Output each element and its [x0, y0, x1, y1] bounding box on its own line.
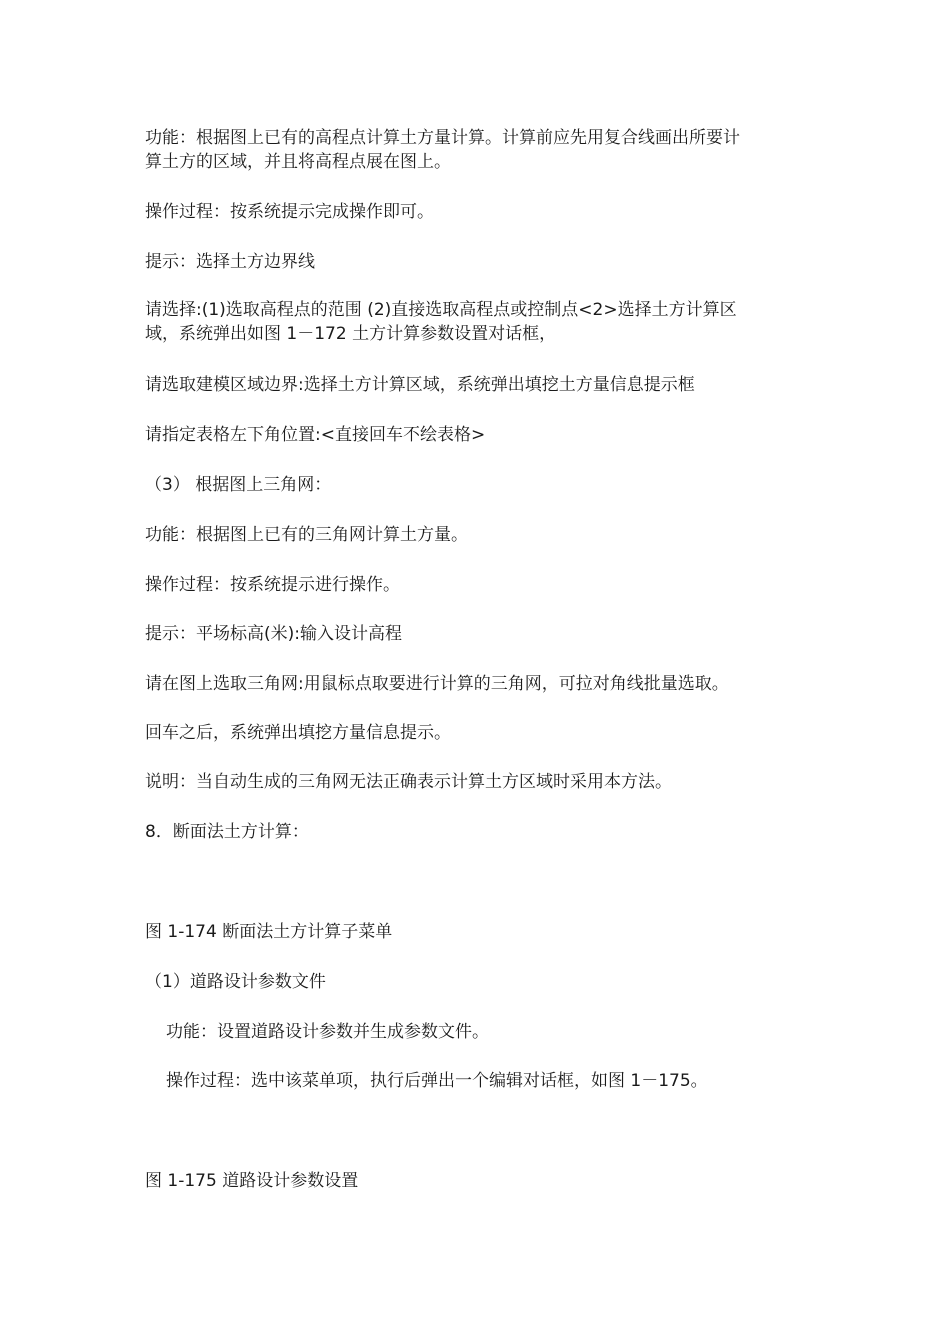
paragraph-function-elevation [145, 126, 815, 174]
paragraph-prompt: 提示：选择土方边界线 [145, 252, 315, 272]
paragraph-select [145, 298, 815, 346]
text-line: 请选择:(1)选取高程点的范围 (2)直接选取高程点或控制点<2>选择土方计算区 [145, 300, 737, 320]
figure-caption-174: 图 1-174 断面法土方计算子菜单 [145, 922, 393, 942]
text-line: 域，系统弹出如图 1－172 土方计算参数设置对话框， [145, 324, 557, 344]
paragraph-boundary: 请选取建模区域边界:选择土方计算区域，系统弹出填挖土方量信息提示框 [145, 375, 695, 395]
paragraph-select-triangle: 请在图上选取三角网:用鼠标点取要进行计算的三角网，可拉对角线批量选取。 [145, 674, 729, 694]
paragraph-enter: 回车之后，系统弹出填挖方量信息提示。 [145, 723, 451, 743]
section-heading-road-design: （1）道路设计参数文件 [145, 972, 326, 992]
text-line: 功能：根据图上已有的高程点计算土方量计算。计算前应先用复合线画出所要计 [145, 128, 740, 148]
paragraph-operation: 操作过程：按系统提示完成操作即可。 [145, 202, 434, 222]
paragraph-prompt-elevation: 提示：平场标高(米):输入设计高程 [145, 624, 402, 644]
paragraph-operation-triangle: 操作过程：按系统提示进行操作。 [145, 575, 400, 595]
paragraph-function-triangle: 功能：根据图上已有的三角网计算土方量。 [145, 525, 468, 545]
figure-caption-175: 图 1-175 道路设计参数设置 [145, 1171, 359, 1191]
paragraph-note: 说明：当自动生成的三角网无法正确表示计算土方区域时采用本方法。 [145, 772, 672, 792]
paragraph-function-road: 功能：设置道路设计参数并生成参数文件。 [166, 1022, 489, 1042]
section-heading-cross-section: 8．断面法土方计算： [145, 822, 309, 842]
paragraph-table-position: 请指定表格左下角位置:<直接回车不绘表格> [145, 425, 486, 445]
text-line: 算土方的区域，并且将高程点展在图上。 [145, 152, 451, 172]
section-heading-triangle: （3） 根据图上三角网： [145, 475, 332, 495]
paragraph-operation-road: 操作过程：选中该菜单项，执行后弹出一个编辑对话框，如图 1－175。 [166, 1071, 708, 1091]
